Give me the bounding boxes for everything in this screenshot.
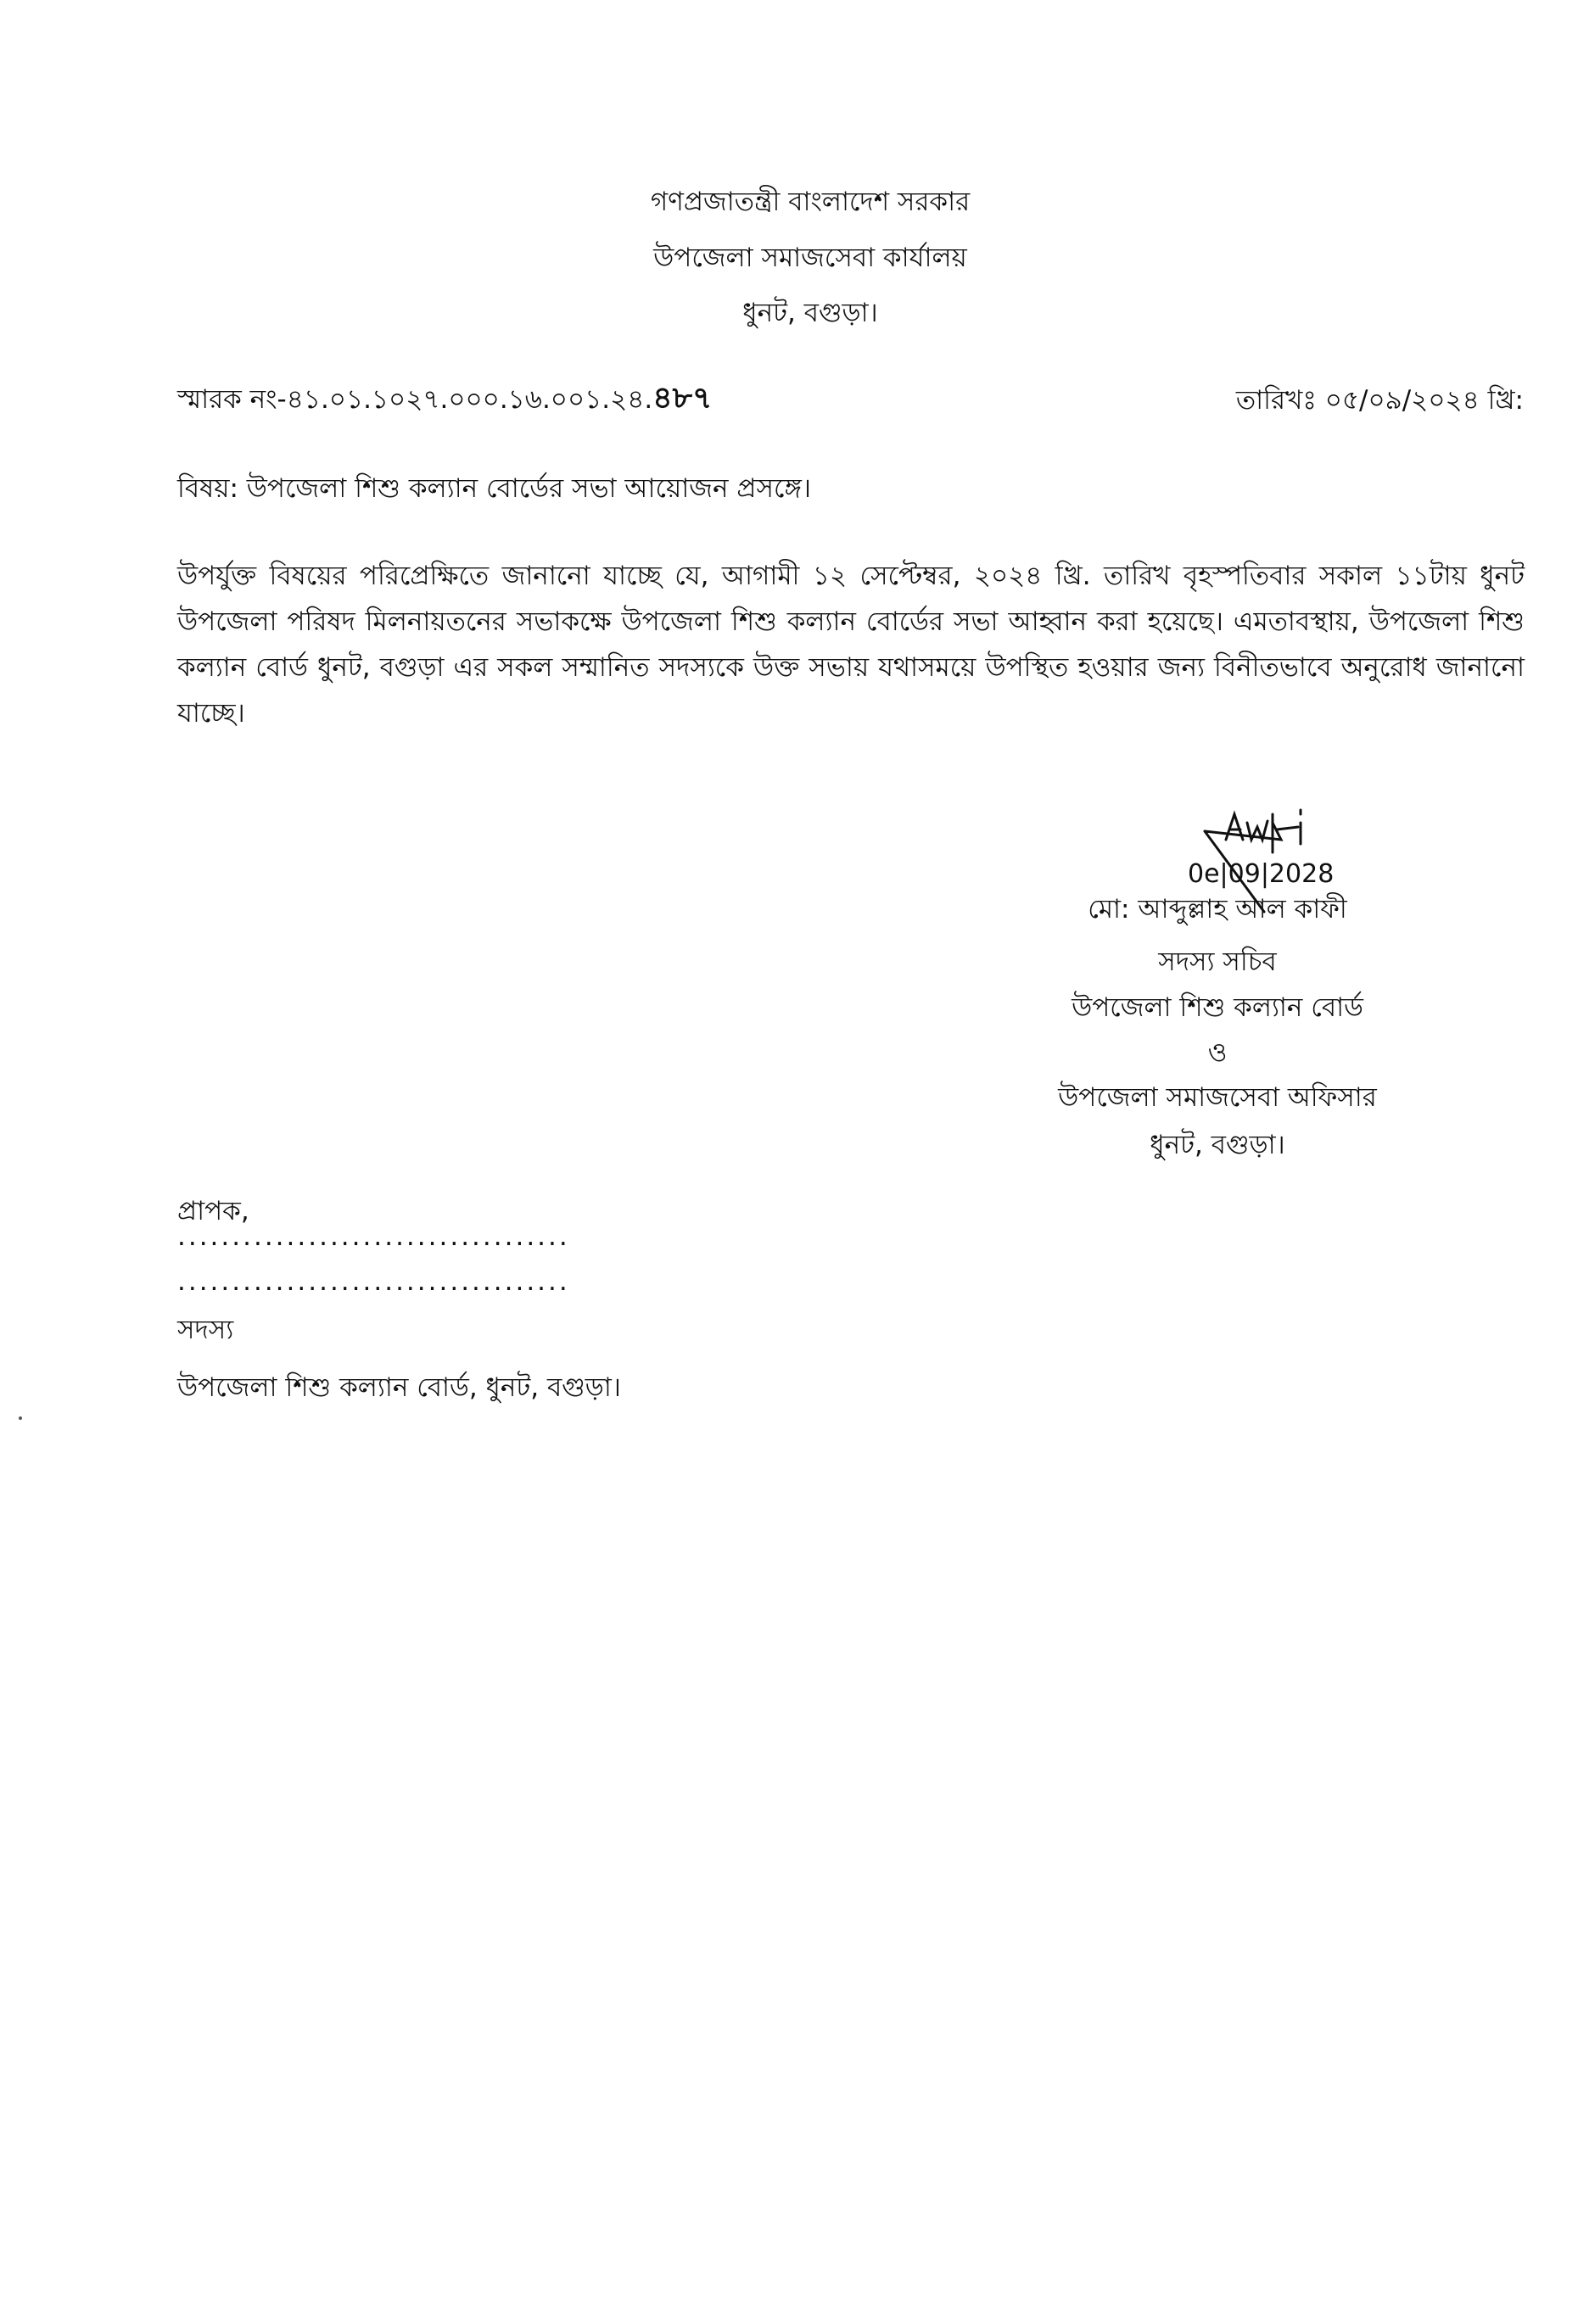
recipient-label: প্রাপক, [177,1196,249,1226]
signatory-name: মো: আব্দুল্লাহ আল কাফী [1088,894,1347,925]
scan-speck [19,1416,22,1420]
signature-date-handwritten: 0e|09|2028 [1188,859,1335,889]
recipient-blank-1: .................................... [177,1221,570,1252]
subject-line: বিষয়: উপজেলা শিশু কল্যান বোর্ডের সভা আয়োজন প্রসঙ্গে। [177,473,812,504]
signatory-title-board: উপজেলা শিশু কল্যান বোর্ড [1072,992,1363,1023]
signatory-place: ধুনট, বগুড়া। [1150,1130,1285,1160]
memo-date: তারিখঃ ০৫/০৯/২০২৪ খ্রি: [1235,385,1524,416]
header-office: উপজেলা সমাজসেবা কার্যালয় [653,243,967,273]
signatory-title-member-secretary: সদস্য সচিব [1158,947,1277,977]
memo-number-prefix: স্মারক নং-৪১.০১.১০২৭.০০০.১৬.০০১.২৪. [177,384,653,415]
header-location: ধুনট, বগুড়া। [742,298,878,328]
header-government: গণপ্রজাতন্ত্রী বাংলাদেশ সরকার [650,187,971,217]
recipient-role: সদস্য [177,1315,234,1345]
memo-number [177,375,712,426]
signatory-title-officer: উপজেলা সমাজসেবা অফিসার [1058,1082,1377,1113]
recipient-organization: উপজেলা শিশু কল্যান বোর্ড, ধুনট, বগুড়া। [177,1372,621,1403]
recipient-blank-2: .................................... [177,1266,570,1297]
memo-number-handwritten: ৪৮৭ [652,381,713,416]
signatory-conjunction: ও [1207,1037,1228,1068]
body-paragraph: উপর্যুক্ত বিষয়ের পরিপ্রেক্ষিতে জানানো যাচ্ছে যে, আগামী ১২ সেপ্টেম্বর, ২০২৪ খ্রি. তারিখ বৃহস্পতিবার সকাল ১১টায় ধুনট উপজেলা পরিষদ মিলনায়তনের সভাকক্ষে উপজেলা শিশু কল্যান বোর্ডের সভা আহ্বান করা হয়েছে। এমতাবস্থায়, উপজেলা শিশু কল্যান বোর্ড ধুনট, বগুড়া এর সকল সম্মানিত সদস্যকে উক্ত সভায় যথাসময়ে উপস্থিত হওয়ার জন্য বিনীতভাবে অনুরোধ জানানো যাচ্ছে। [177,561,1525,729]
